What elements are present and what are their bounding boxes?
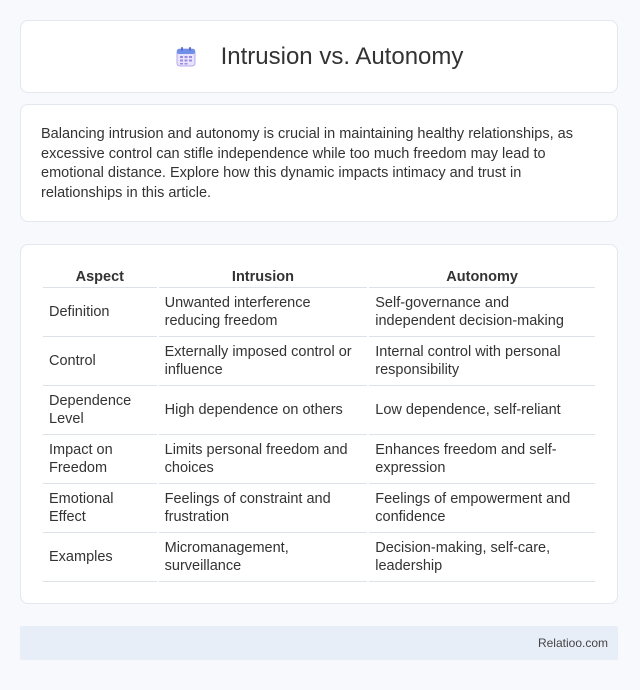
cell-autonomy: Decision-making, self-care, leadership: [369, 533, 595, 582]
header-intrusion: Intrusion: [159, 265, 368, 288]
cell-autonomy: Enhances freedom and self-expression: [369, 435, 595, 484]
cell-autonomy: Low dependence, self-reliant: [369, 386, 595, 435]
cell-aspect: Examples: [43, 533, 157, 582]
table-row: [43, 533, 595, 582]
cell-autonomy: Internal control with personal responsibility: [369, 337, 595, 386]
page-title: Intrusion vs. Autonomy: [220, 42, 464, 70]
table-row: [43, 435, 595, 484]
cell-aspect: Control: [43, 337, 157, 386]
table-row: [43, 288, 595, 337]
cell-aspect: Definition: [43, 288, 157, 337]
cell-intrusion: Micromanagement, surveillance: [159, 533, 368, 582]
table-card: [20, 244, 618, 604]
table-header-row: [43, 265, 595, 288]
table-row: [43, 386, 595, 435]
cell-intrusion: Limits personal freedom and choices: [159, 435, 368, 484]
calendar-icon: [175, 46, 197, 68]
cell-aspect: Impact on Freedom: [43, 435, 157, 484]
intro-card: [20, 104, 618, 222]
cell-intrusion: High dependence on others: [159, 386, 368, 435]
cell-intrusion: Feelings of constraint and frustration: [159, 484, 368, 533]
intro-text: Balancing intrusion and autonomy is crucial in maintaining healthy relationships, as excessive control can stifle independence while too much freedom may lead to emotional distance. Explore how this dynamic impacts intimacy and trust in relationships in this article.: [41, 126, 573, 201]
table-row: [43, 337, 595, 386]
comparison-table: [41, 265, 597, 582]
cell-aspect: Dependence Level: [43, 386, 157, 435]
header-autonomy: Autonomy: [369, 265, 595, 288]
title-card: [20, 20, 618, 93]
cell-aspect: Emotional Effect: [43, 484, 157, 533]
table-row: [43, 484, 595, 533]
cell-intrusion: Unwanted interference reducing freedom: [159, 288, 368, 337]
footer: [20, 626, 618, 660]
footer-brand: Relatioo.com: [537, 636, 608, 650]
header-aspect: Aspect: [43, 265, 157, 288]
cell-autonomy: Self-governance and independent decision-making: [369, 288, 595, 337]
cell-autonomy: Feelings of empowerment and confidence: [369, 484, 595, 533]
cell-intrusion: Externally imposed control or influence: [159, 337, 368, 386]
